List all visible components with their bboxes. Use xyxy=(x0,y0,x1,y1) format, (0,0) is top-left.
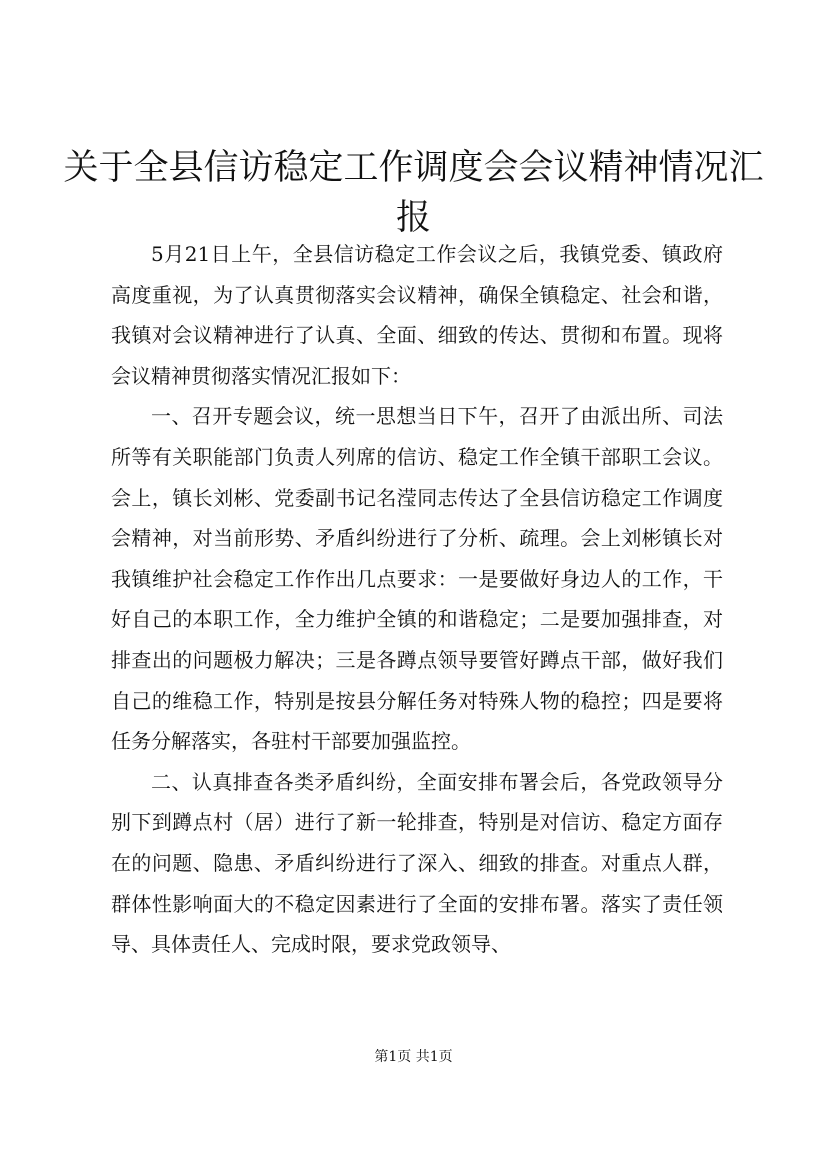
title-line-2: 报 xyxy=(395,198,431,238)
document-title xyxy=(0,143,827,243)
paragraph-section-two: 二、认真排查各类矛盾纠纷，全面安排布署会后，各党政领导分别下到蹲点村（居）进行了新一轮排查，特别是对信访、稳定方面存在的问题、隐患、矛盾纠纷进行了深入、细致的排查。对重点人群，群体性影响面大的不稳定因素进行了全面的安排布署。落实了责任领导、具体责任人、完成时限，要求党政领导、 xyxy=(111,769,723,957)
paragraph-intro: 5月21日上午，全县信访稳定工作会议之后，我镇党委、镇政府高度重视，为了认真贯彻落实会议精神，确保全镇稳定、社会和谐，我镇对会议精神进行了认真、全面、细致的传达、贯彻和布置。现将会议精神贯彻落实情况汇报如下： xyxy=(111,242,723,388)
paragraph-section-one: 一、召开专题会议，统一思想当日下午，召开了由派出所、司法所等有关职能部门负责人列席的信访、稳定工作全镇干部职工会议。会上，镇长刘彬、党委副书记名滢同志传达了全县信访稳定工作调度会精神，对当前形势、矛盾纠纷进行了分析、疏理。会上刘彬镇长对我镇维护社会稳定工作作出几点要求：一是要做好身边人的工作，干好自己的本职工作，全力维护全镇的和谐稳定；二是要加强排查，对排查出的问题极力解决；三是各蹲点领导要管好蹲点干部，做好我们自己的维稳工作，特别是按县分解任务对特殊人物的稳控；四是要将任务分解落实，各驻村干部要加强监控。 xyxy=(111,404,723,754)
page-footer: 第1页 共1页 xyxy=(374,1049,453,1065)
document-body xyxy=(111,234,723,965)
title-line-1: 关于全县信访稳定工作调度会会议精神情况汇 xyxy=(63,148,764,188)
